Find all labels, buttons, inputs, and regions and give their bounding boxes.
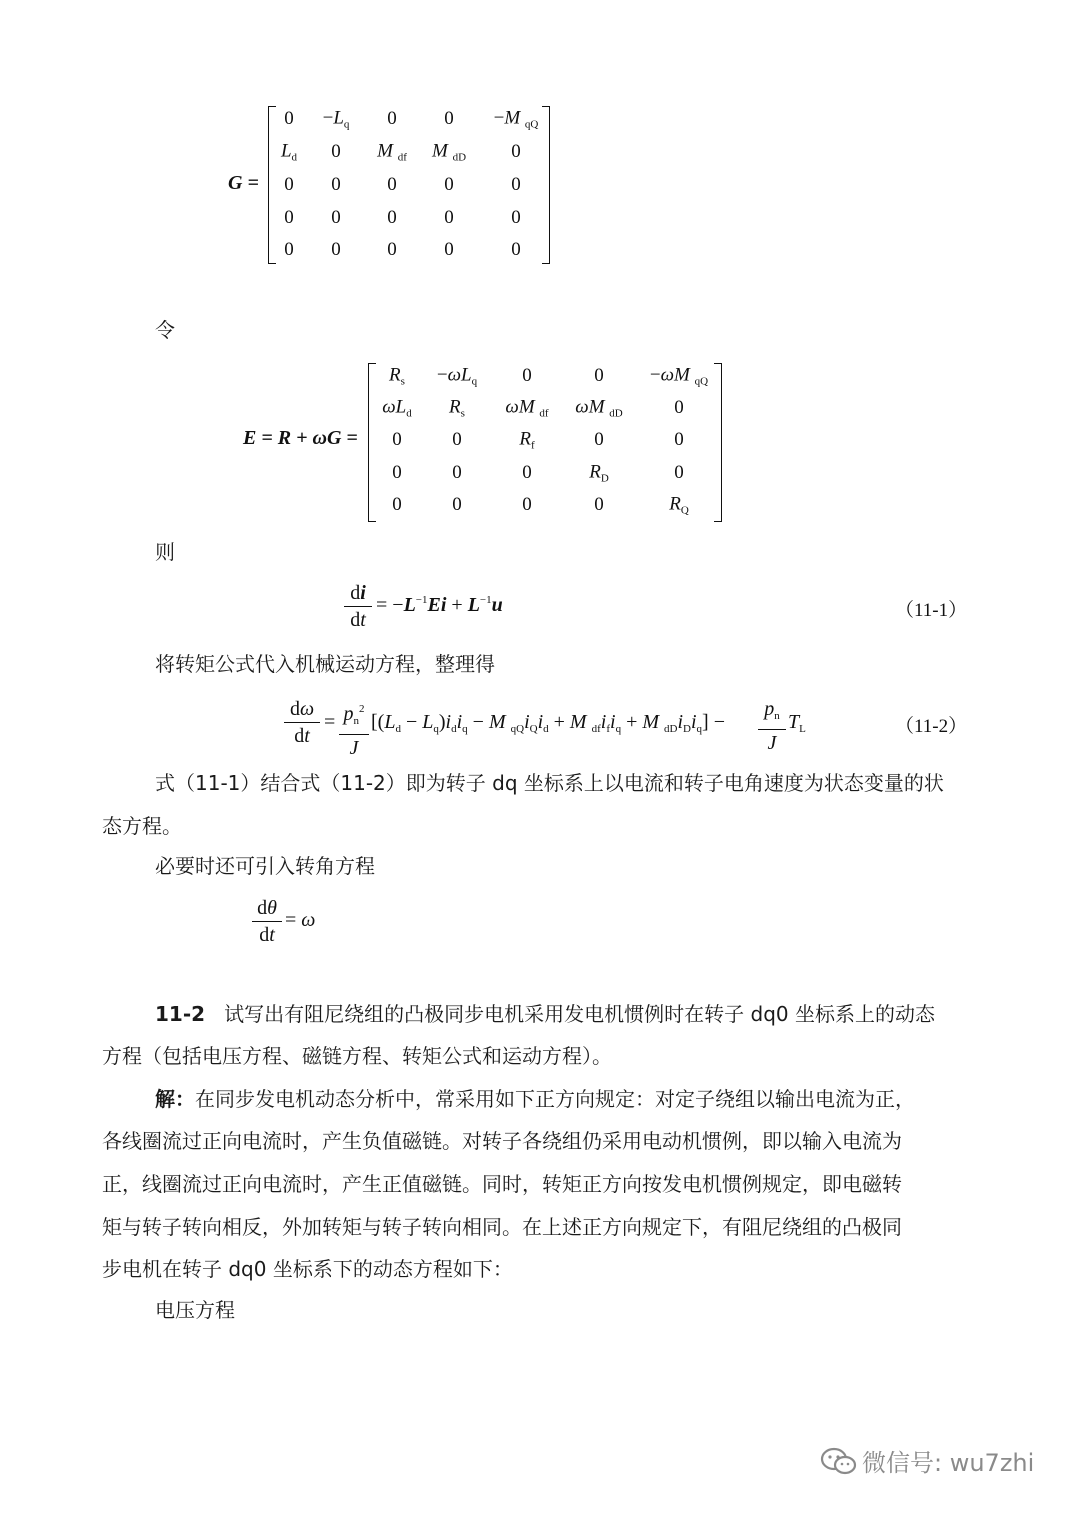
e-cell: $\omega L_d$	[382, 396, 412, 420]
g-cell: −M $_{qQ}$	[493, 107, 539, 131]
matrix-g-label: G =	[228, 172, 259, 194]
g-cell: 0	[387, 108, 397, 129]
solution-line1	[155, 1078, 915, 1120]
e-cell: 0	[674, 429, 684, 450]
text-ling: 令	[155, 318, 175, 342]
e-cell: $R_s$	[449, 396, 465, 420]
e-cell: ωM $_{df}$	[505, 396, 549, 420]
eq2-fraction-pn: $p_n$ J	[758, 697, 786, 755]
eq2-tl: $T_L$	[788, 711, 806, 735]
matrix-e	[368, 363, 722, 522]
solution-label: 解：	[155, 1087, 195, 1111]
g-cell: 0	[284, 174, 294, 195]
e-cell: $-\omega L_q$	[436, 364, 478, 388]
e-cell: 0	[522, 365, 532, 386]
e-cell: 0	[392, 429, 402, 450]
matrix-e-right-bracket	[714, 363, 722, 522]
g-cell: 0	[331, 174, 341, 195]
g-cell: 0	[387, 174, 397, 195]
e-cell: 0	[594, 494, 604, 515]
g-cell: $-L_q$	[322, 107, 350, 131]
text-voltage: 电压方程	[155, 1298, 235, 1322]
text-ze: 则	[155, 540, 175, 564]
e-cell: 0	[594, 429, 604, 450]
g-cell: 0	[387, 207, 397, 228]
g-cell: 0	[331, 239, 341, 260]
g-cell: 0	[444, 207, 454, 228]
text-torque-intro: 将转矩公式代入机械运动方程，整理得	[155, 652, 495, 676]
eq2-bracket-terms: [$(L_d - L_q)i_di_q - M$ $_{qQ}i_Qi_d + M$ $_{df}i_fi_q + M$ $_{dD}i_Di_q$] −	[371, 711, 725, 735]
g-cell: 0	[511, 141, 521, 162]
e-cell: ωM $_{dD}$	[575, 396, 623, 420]
solution-line5: 步电机在转子 dq0 坐标系下的动态方程如下：	[102, 1257, 513, 1281]
g-cell: M $_{dD}$	[431, 140, 467, 164]
angle-fraction: dθ dt	[252, 896, 282, 947]
problem-line2: 方程（包括电压方程、磁链方程、转矩公式和运动方程）。	[102, 1044, 612, 1068]
g-cell: 0	[331, 141, 341, 162]
e-cell: 0	[674, 397, 684, 418]
para-state-line1: 式（11-1）结合式（11-2）即为转子 dq 坐标系上以电流和转子电角速度为状态变量的状	[155, 771, 944, 795]
problem-number: 11-2	[155, 1002, 206, 1026]
solution-line3: 正，线圈流过正向电流时，产生正值磁链。同时，转矩正方向按发电机惯例规定，即电磁转	[102, 1172, 902, 1196]
eq1-rhs: = $-L^{-1}Ei + L^{-1}u$	[376, 594, 503, 616]
solution-text-1: 在同步发电机动态分析中，常采用如下正方向规定：对定子绕组以输出电流为正，	[195, 1087, 915, 1111]
watermark	[820, 1443, 1034, 1478]
g-cell: 0	[511, 207, 521, 228]
e-cell: $R_D$	[589, 461, 609, 485]
matrix-e-label: E = R + ωG =	[243, 427, 358, 449]
e-cell: 0	[452, 494, 462, 515]
g-cell: 0	[444, 108, 454, 129]
g-cell: 0	[284, 108, 294, 129]
eq2-fraction-dw: dω dt	[284, 697, 320, 748]
wechat-icon	[820, 1447, 858, 1477]
problem-line1	[155, 993, 935, 1035]
g-cell: 0	[331, 207, 341, 228]
g-cell: 0	[284, 207, 294, 228]
e-cell: 0	[674, 462, 684, 483]
solution-line4: 矩与转子转向相反，外加转矩与转子转向相同。在上述正方向规定下，有阻尼绕组的凸极同	[102, 1215, 902, 1239]
eq1-number: （11-1）	[895, 600, 968, 621]
eq2-equals: =	[324, 711, 336, 733]
angle-rhs: = ω	[285, 909, 316, 931]
e-cell: 0	[392, 494, 402, 515]
text-angle: 必要时还可引入转角方程	[155, 854, 375, 878]
watermark-text: 微信号: wu7zhi	[862, 1449, 1035, 1477]
e-cell: 0	[452, 429, 462, 450]
g-cell: 0	[444, 239, 454, 260]
e-cell: 0	[594, 365, 604, 386]
g-cell: 0	[284, 239, 294, 260]
e-cell: −ωM $_{qQ}$	[649, 364, 709, 388]
matrix-g-right-bracket	[542, 106, 550, 264]
g-cell: 0	[387, 239, 397, 260]
e-cell: 0	[392, 462, 402, 483]
solution-line2: 各线圈流过正向电流时，产生负值磁链。对转子各绕组仍采用电动机惯例，即以输入电流为	[102, 1129, 902, 1153]
g-cell: 0	[444, 174, 454, 195]
eq2-fraction-pn2: $p_n^2$ J	[339, 697, 369, 760]
g-cell: 0	[511, 239, 521, 260]
e-cell: $R_f$	[519, 428, 535, 452]
g-cell: M $_{df}$	[377, 140, 407, 164]
g-cell: 0	[511, 174, 521, 195]
e-cell: 0	[522, 494, 532, 515]
e-cell: 0	[522, 462, 532, 483]
problem-text-1: 试写出有阻尼绕组的凸极同步电机采用发电机惯例时在转子 dq0 坐标系上的动态	[224, 1002, 935, 1026]
g-cell: $L_d$	[280, 140, 298, 164]
matrix-e-left-bracket	[368, 363, 376, 522]
e-cell: 0	[452, 462, 462, 483]
para-state-line2: 态方程。	[102, 814, 182, 838]
eq1-fraction: di dt	[344, 581, 372, 632]
matrix-g-left-bracket	[268, 106, 276, 264]
eq2-number: （11-2）	[895, 716, 968, 737]
e-cell: $R_Q$	[669, 493, 689, 517]
matrix-g	[268, 106, 550, 264]
e-cell: $R_s$	[389, 364, 405, 388]
